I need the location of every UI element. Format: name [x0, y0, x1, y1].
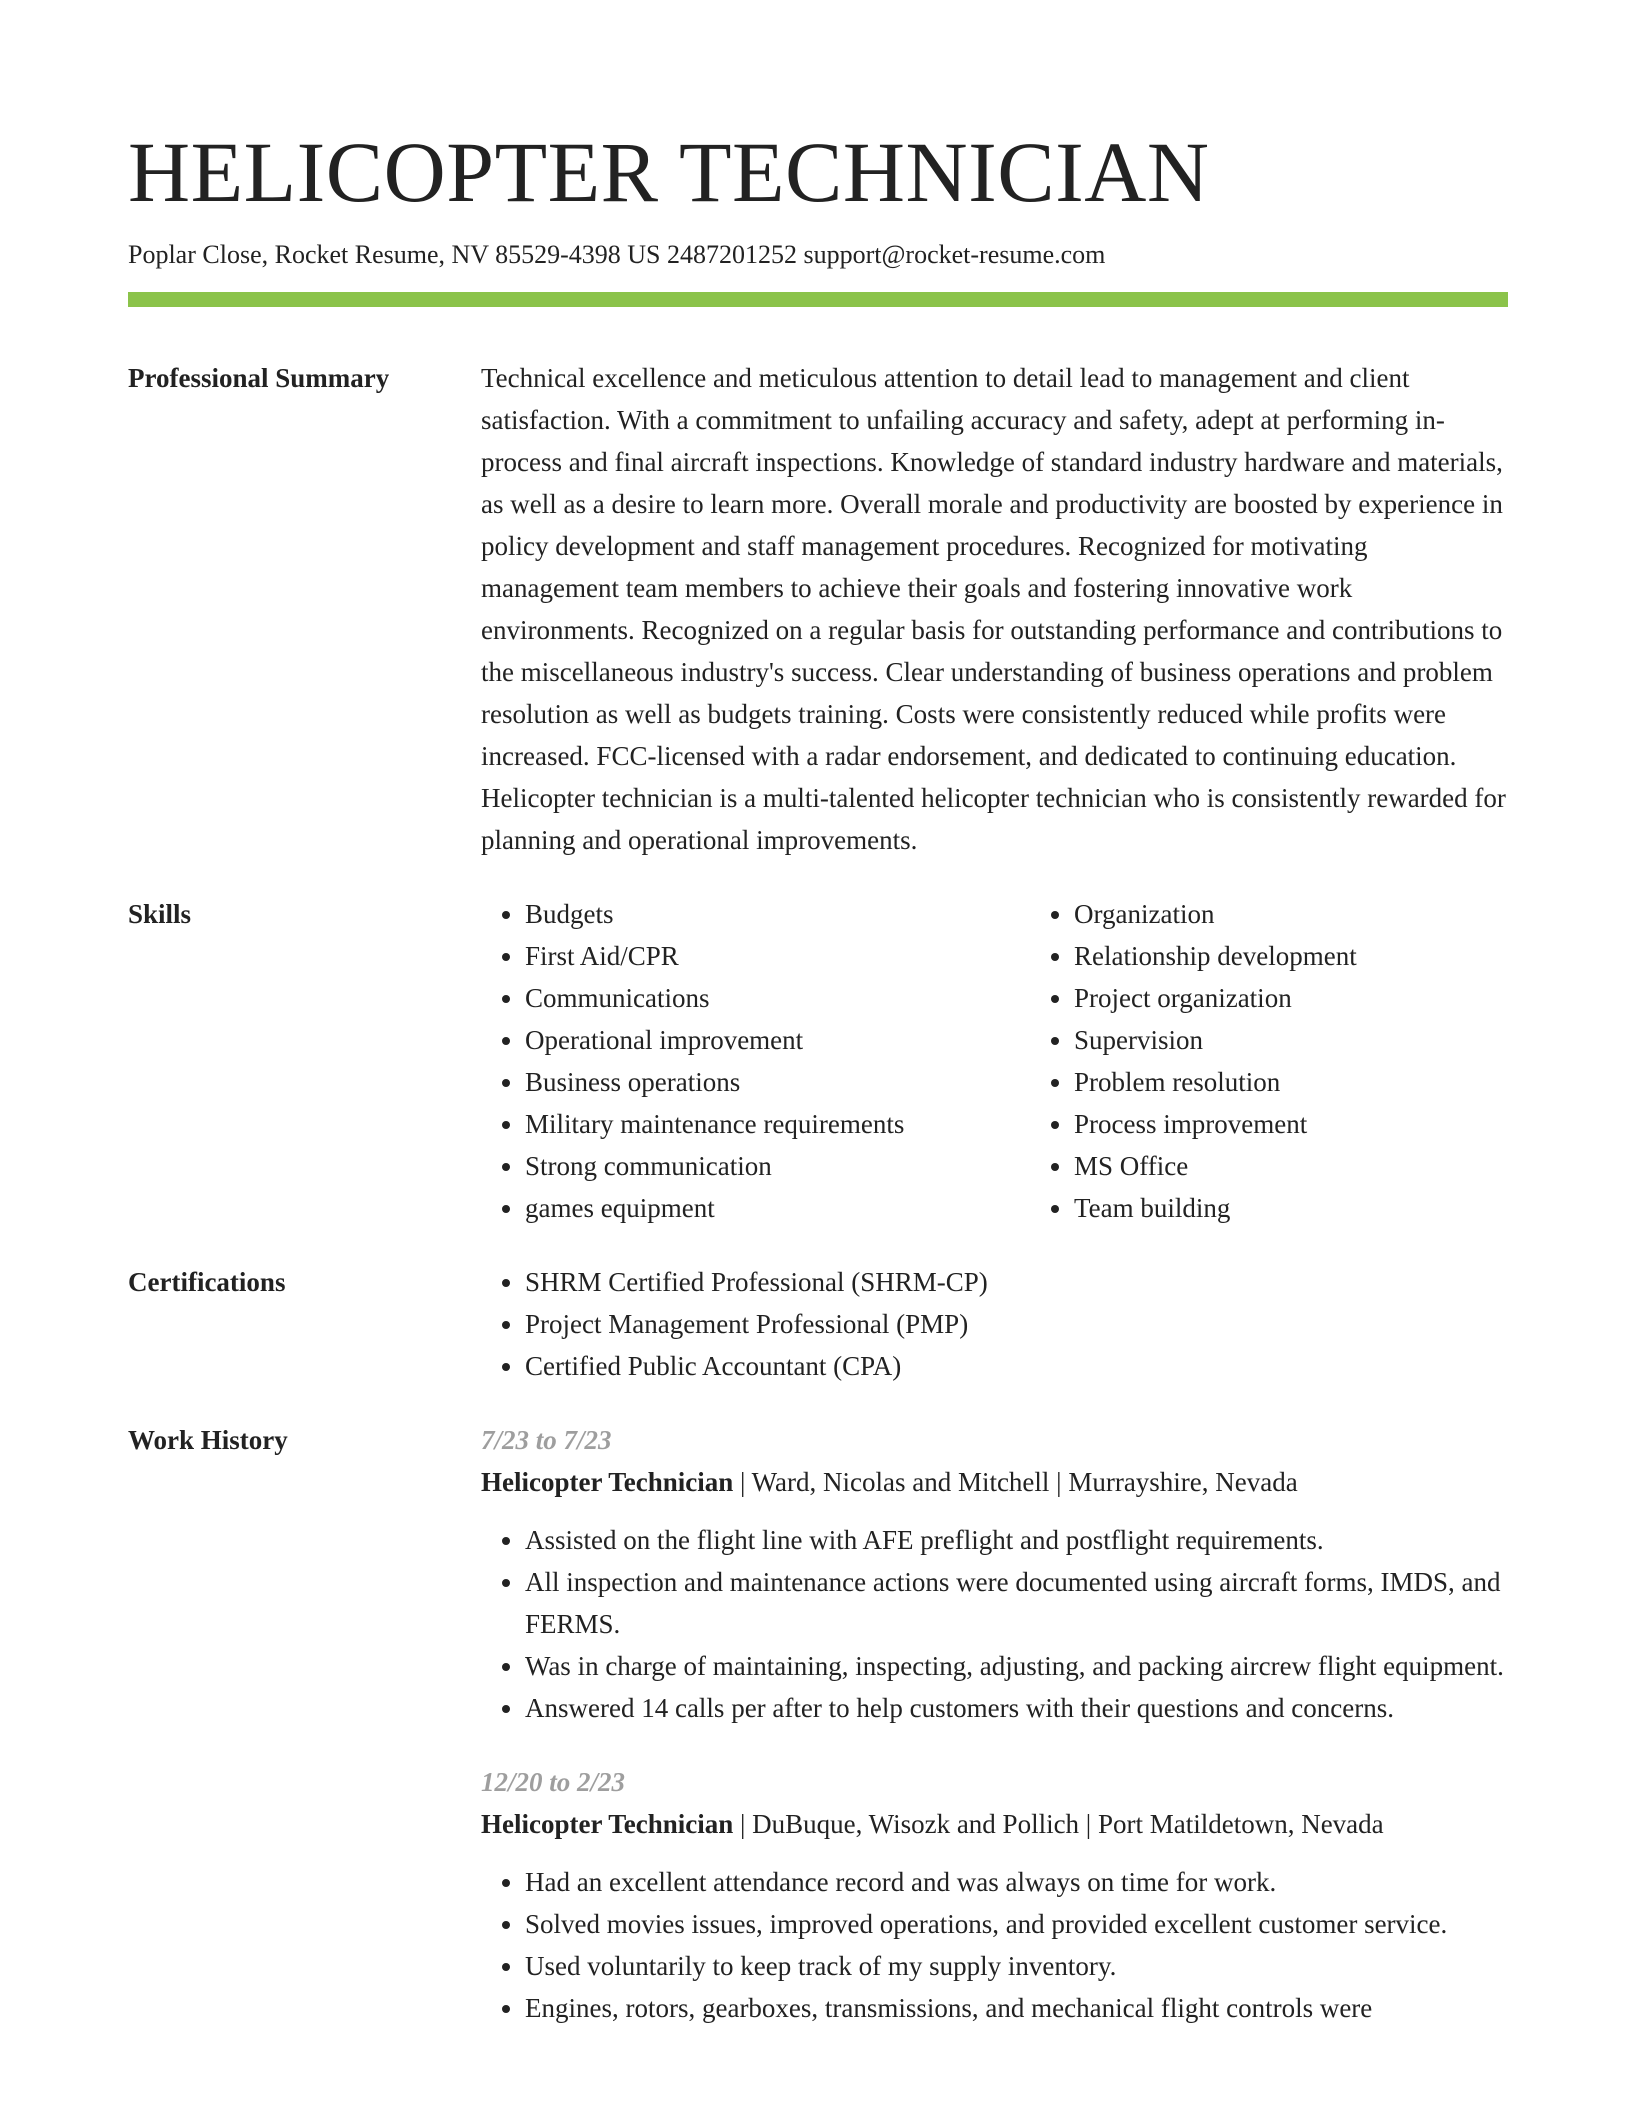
skill-item: • Military maintenance requirements	[525, 1103, 1030, 1145]
skill-item: • First Aid/CPR	[525, 935, 1030, 977]
summary-heading: Professional Summary	[128, 363, 390, 393]
skill-item: • Operational improvement	[525, 1019, 1030, 1061]
skills-columns	[481, 893, 1574, 1229]
job-duties-list	[481, 1519, 1508, 1729]
job-employer-location: | DuBuque, Wisozk and Pollich | Port Matildetown, Nevada	[733, 1809, 1384, 1839]
job-duty-item: • Was in charge of maintaining, inspecting, adjusting, and packing aircrew flight equipment.	[525, 1645, 1508, 1687]
skills-heading: Skills	[128, 899, 192, 929]
job-duty-item: • Used voluntarily to keep track of my supply inventory.	[525, 1945, 1508, 1987]
skill-item: • Communications	[525, 977, 1030, 1019]
resume-name: HELICOPTER TECHNICIAN	[128, 124, 1210, 220]
job-duty-item: • Had an excellent attendance record and was always on time for work.	[525, 1861, 1508, 1903]
work-history-body	[481, 1419, 1508, 2029]
certifications-heading: Certifications	[128, 1267, 286, 1297]
skills-list-left	[481, 893, 1030, 1229]
job-title: Helicopter Technician	[481, 1467, 734, 1497]
work-history-heading: Work History	[128, 1425, 288, 1455]
job-duty-item: • Engines, rotors, gearboxes, transmissions, and mechanical flight controls were	[525, 1987, 1508, 2029]
skill-item: • Organization	[1074, 893, 1574, 935]
job-duties-list	[481, 1861, 1508, 2029]
job-duty-item: • Solved movies issues, improved operations, and provided excellent customer service.	[525, 1903, 1508, 1945]
skills-list-right	[1030, 893, 1574, 1229]
skill-item: • Budgets	[525, 893, 1030, 935]
skill-item: • Project organization	[1074, 977, 1574, 1019]
job-header	[481, 1803, 1508, 1845]
certification-item: • Project Management Professional (PMP)	[525, 1303, 1508, 1345]
certifications-section	[128, 1261, 1508, 1387]
certifications-list	[481, 1261, 1508, 1387]
skills-section	[128, 893, 1508, 1229]
job-entry	[481, 1761, 1508, 2029]
summary-section	[128, 357, 1508, 861]
skill-item: • Process improvement	[1074, 1103, 1574, 1145]
job-entry	[481, 1419, 1508, 1729]
job-dates: 12/20 to 2/23	[481, 1767, 626, 1797]
certification-item: • SHRM Certified Professional (SHRM-CP)	[525, 1261, 1508, 1303]
skill-item: • Strong communication	[525, 1145, 1030, 1187]
job-duty-item: • Answered 14 calls per after to help customers with their questions and concerns.	[525, 1687, 1508, 1729]
job-header	[481, 1461, 1508, 1503]
resume-page	[128, 0, 1508, 2029]
job-duty-item: • All inspection and maintenance actions were documented using aircraft forms, IMDS, and FERMS.	[525, 1561, 1508, 1645]
job-employer-location: | Ward, Nicolas and Mitchell | Murrayshire, Nevada	[733, 1467, 1298, 1497]
skill-item: • Supervision	[1074, 1019, 1574, 1061]
certifications-body	[481, 1261, 1508, 1387]
header-divider	[128, 292, 1508, 307]
skill-item: • MS Office	[1074, 1145, 1574, 1187]
work-history-section	[128, 1419, 1508, 2029]
skill-item: • Problem resolution	[1074, 1061, 1574, 1103]
job-dates: 7/23 to 7/23	[481, 1425, 612, 1455]
summary-text: Technical excellence and meticulous attention to detail lead to management and client satisfaction. With a commitment to unfailing accuracy and safety, adept at performing in-process and final aircraft inspections. Knowledge of standard industry hardware and materials, as well as a desire to learn more. Overall morale and productivity are boosted by experience in policy development and staff management procedures. Recognized for motivating management team members to achieve their goals and fostering innovative work environments. Recognized on a regular basis for outstanding performance and contributions to the miscellaneous industry's success. Clear understanding of business operations and problem resolution as well as budgets training. Costs were consistently reduced while profits were increased. FCC-licensed with a radar endorsement, and dedicated to continuing education. Helicopter technician is a multi-talented helicopter technician who is consistently rewarded for planning and operational improvements.	[481, 363, 1506, 855]
job-duty-item: • Assisted on the flight line with AFE preflight and postflight requirements.	[525, 1519, 1508, 1561]
skill-item: • games equipment	[525, 1187, 1030, 1229]
skill-item: • Team building	[1074, 1187, 1574, 1229]
job-title: Helicopter Technician	[481, 1809, 734, 1839]
contact-line: Poplar Close, Rocket Resume, NV 85529-4398 US 2487201252 support@rocket-resume.com	[128, 240, 1106, 269]
skill-item: • Relationship development	[1074, 935, 1574, 977]
skill-item: • Business operations	[525, 1061, 1030, 1103]
certification-item: • Certified Public Accountant (CPA)	[525, 1345, 1508, 1387]
